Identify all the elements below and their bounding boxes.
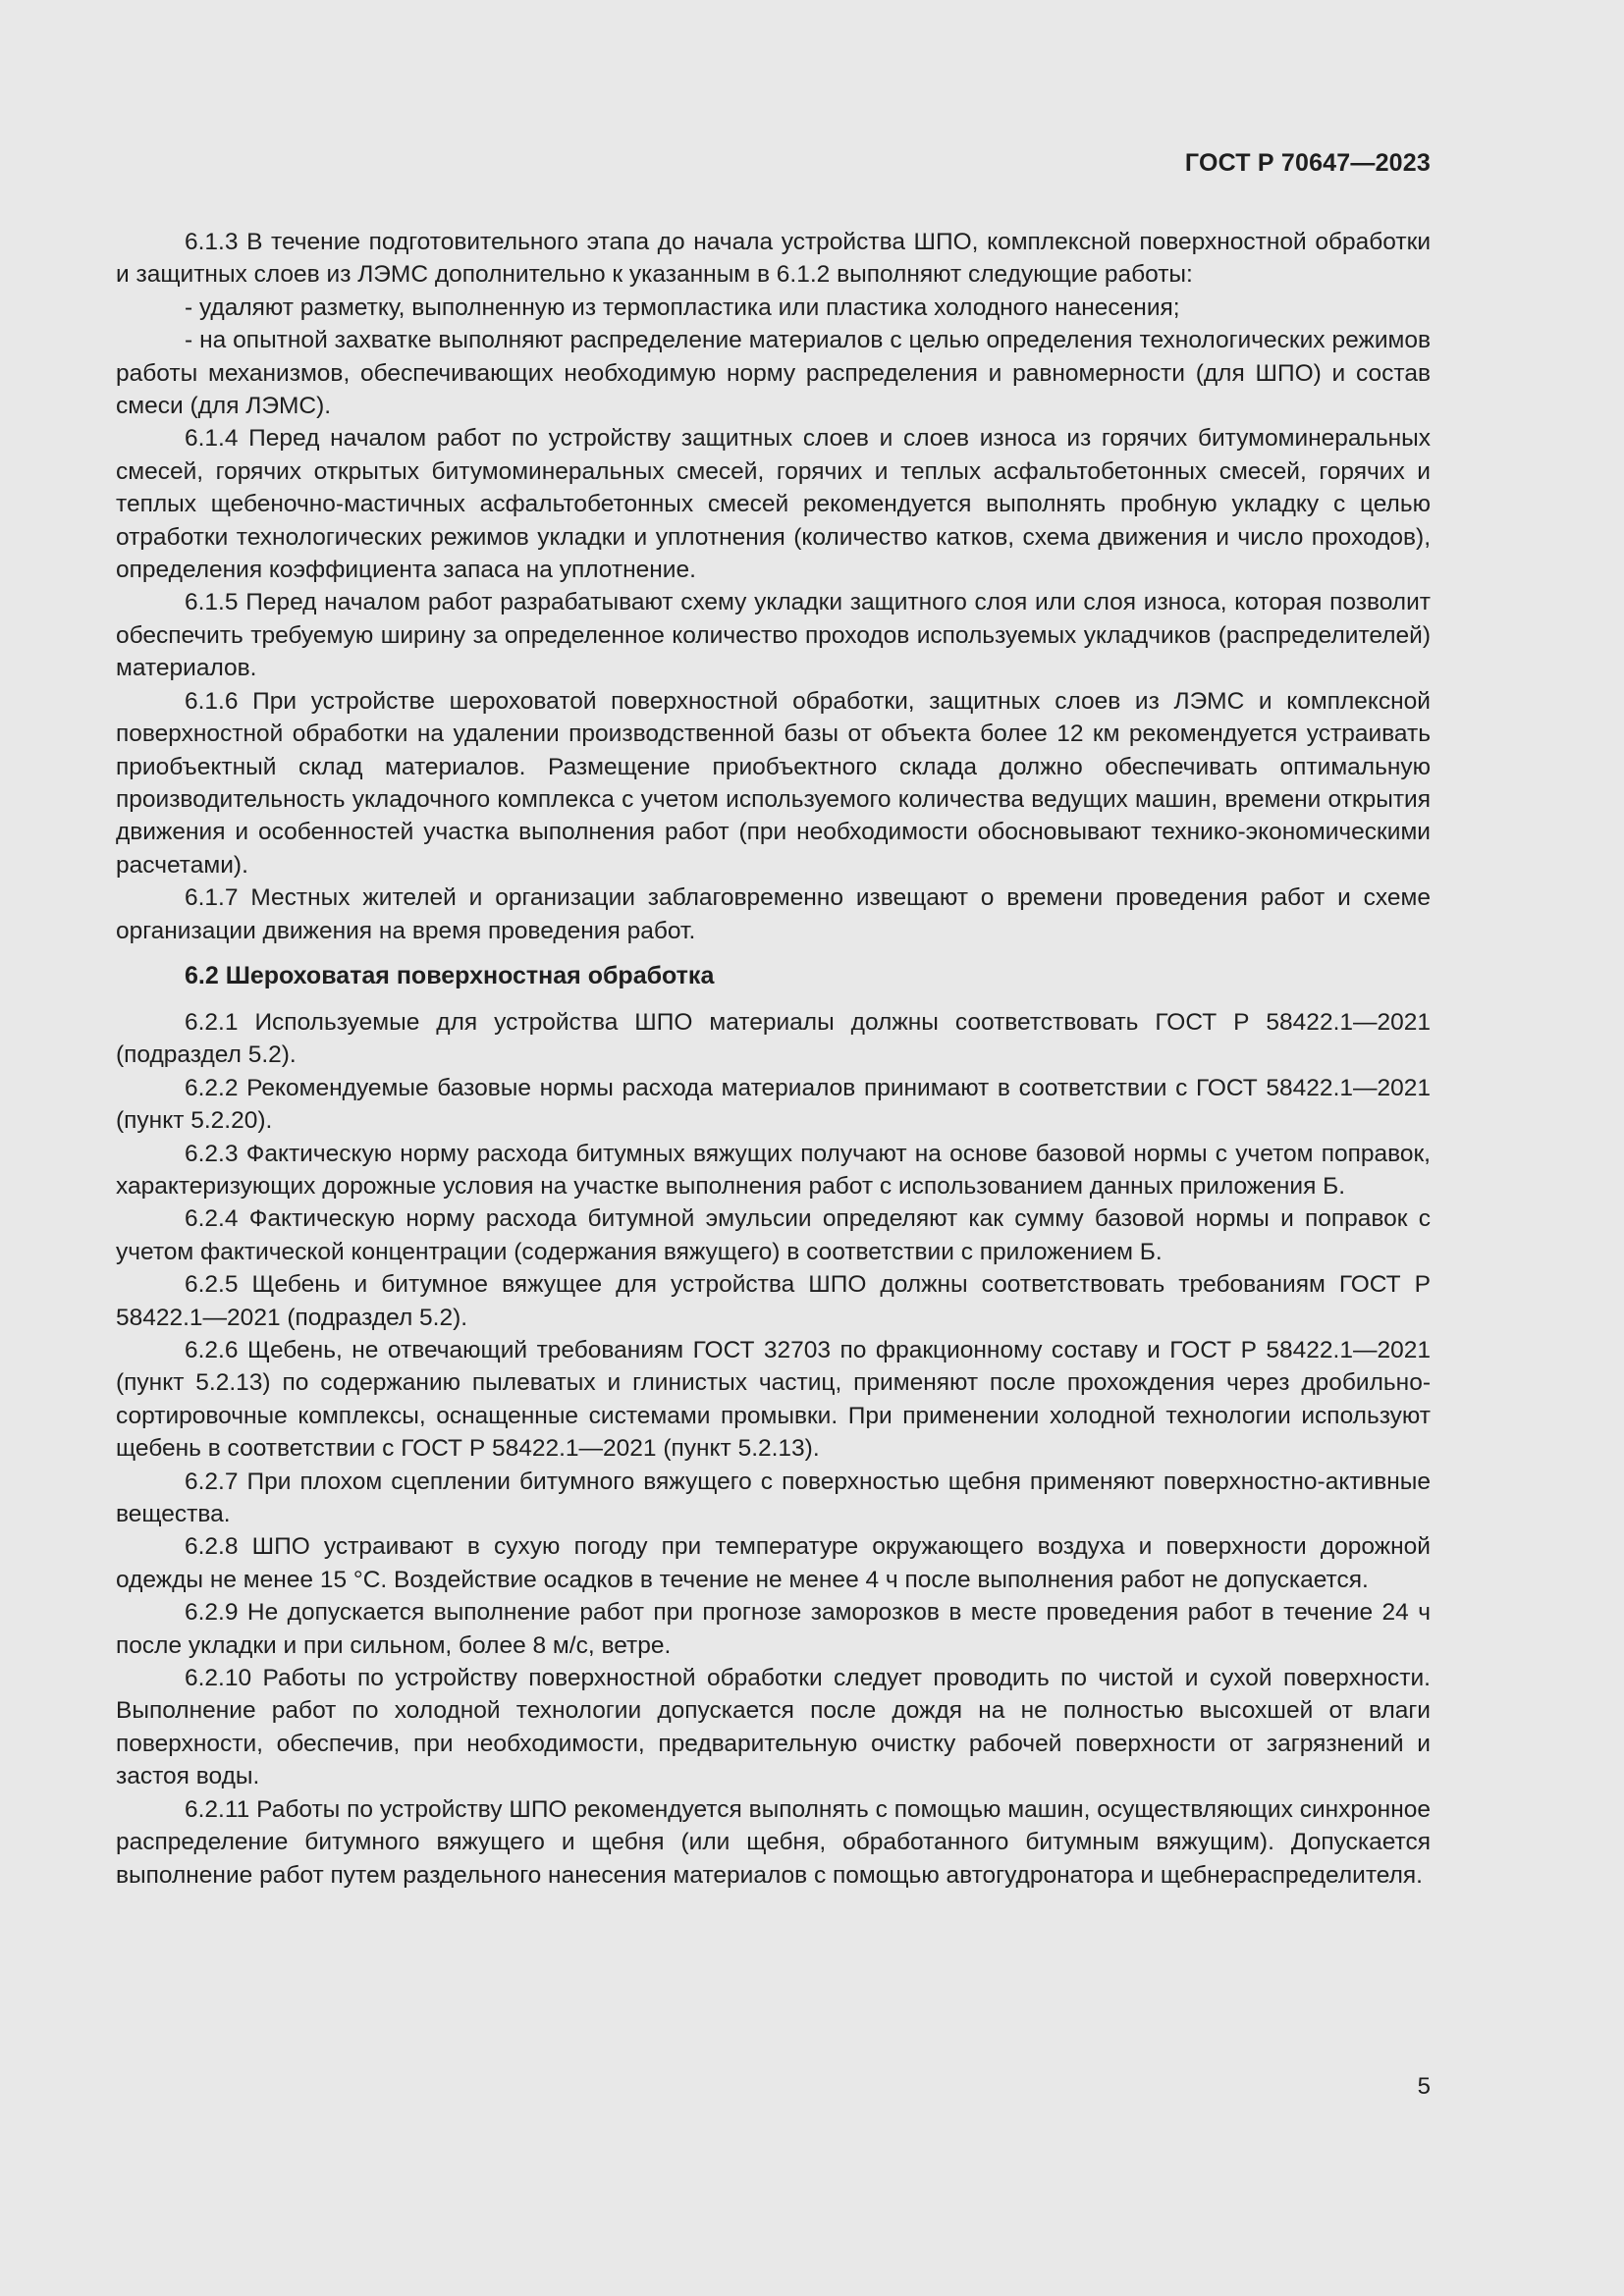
paragraph-6-1-6: 6.1.6 При устройстве шероховатой поверхностной обработки, защитных слоев из ЛЭМС и комплексной поверхностной обработки на удалении производственной базы от объекта более 12 км рекомендуется устраивать приобъектный склад материалов. Размещение приобъектного склада должно обеспечивать оптимальную производительность укладочного комплекса с учетом используемого количества ведущих машин, времени открытия движения и особенностей участка выполнения работ (при необходимости обосновывают технико-экономическими расчетами). — [116, 687, 1431, 879]
paragraph-6-2-6: 6.2.6 Щебень, не отвечающий требованиям ГОСТ 32703 по фракционному составу и ГОСТ Р 58422.1—2021 (пункт 5.2.13) по содержанию пылеватых и глинистых частиц, применяют после прохождения через дробильно-сортировочные комплексы, оснащенные системами промывки. При применении холодной технологии используют щебень в соответствии с ГОСТ Р 58422.1—2021 (пункт 5.2.13). — [116, 1337, 1431, 1463]
section-heading-6-2: 6.2 Шероховатая поверхностная обработка — [185, 961, 715, 989]
paragraph-6-2-1: 6.2.1 Используемые для устройства ШПО материалы должны соответствовать ГОСТ Р 58422.1—2021 (подраздел 5.2). — [116, 1008, 1431, 1069]
paragraph-6-2-3: 6.2.3 Фактическую норму расхода битумных вяжущих получают на основе базовой нормы с учетом поправок, характеризующих дорожные условия на участке выполнения работ с использованием данных приложения Б. — [116, 1140, 1431, 1200]
paragraph-6-1-5: 6.1.5 Перед началом работ разрабатывают схему укладки защитного слоя или слоя износа, которая позволит обеспечить требуемую ширину за определенное количество проходов используемых укладчиков (распределителей) материалов. — [116, 589, 1431, 682]
list-item-remove-marking: - удаляют разметку, выполненную из термопластика или пластика холодного нанесения; — [185, 294, 1180, 321]
paragraph-6-1-3: 6.1.3 В течение подготовительного этапа до начала устройства ШПО, комплексной поверхностной обработки и защитных слоев из ЛЭМС дополнительно к указанным в 6.1.2 выполняют следующие работы: — [116, 229, 1431, 289]
paragraph-6-2-11: 6.2.11 Работы по устройству ШПО рекомендуется выполнять с помощью машин, осуществляющих синхронное распределение битумного вяжущего и щебня (или щебня, обработанного битумным вяжущим). Допускается выполнение работ путем раздельного нанесения материалов с помощью автогудронатора и щебнераспределителя. — [116, 1795, 1431, 1889]
paragraph-6-2-9: 6.2.9 Не допускается выполнение работ при прогнозе заморозков в месте проведения работ в течение 24 ч после укладки и при сильном, более 8 м/с, ветре. — [116, 1599, 1431, 1659]
paragraph-6-2-7: 6.2.7 При плохом сцеплении битумного вяжущего с поверхностью щебня применяют поверхностно-активные вещества. — [116, 1468, 1431, 1528]
paragraph-6-2-5: 6.2.5 Щебень и битумное вяжущее для устройства ШПО должны соответствовать требованиям ГОСТ Р 58422.1—2021 (подраздел 5.2). — [116, 1271, 1431, 1331]
paragraph-6-2-2: 6.2.2 Рекомендуемые базовые нормы расхода материалов принимают в соответствии с ГОСТ 58422.1—2021 (пункт 5.2.20). — [116, 1074, 1431, 1135]
paragraph-6-2-8: 6.2.8 ШПО устраивают в сухую погоду при температуре окружающего воздуха и поверхности дорожной одежды не менее 15 °С. Воздействие осадков в течение не менее 4 ч после выполнения работ не допускается. — [116, 1533, 1431, 1593]
list-item-test-section: - на опытной захватке выполняют распределение материалов с целью определения технологических режимов работы механизмов, обеспечивающих необходимую норму распределения и равномерности (для ШПО) и состав смеси (для ЛЭМС). — [116, 327, 1431, 420]
paragraph-6-1-4: 6.1.4 Перед началом работ по устройству защитных слоев и слоев износа из горячих битумоминеральных смесей, горячих открытых битумоминеральных смесей, горячих и теплых асфальтобетонных смесей, горячих и теплых щебеночно-мастичных асфальтобетонных смесей рекомендуется выполнять пробную укладку с целью отработки технологических режимов укладки и уплотнения (количество катков, схема движения и число проходов), определения коэффициента запаса на уплотнение. — [116, 425, 1431, 584]
document-body — [116, 226, 1431, 1892]
page-number: 5 — [1417, 2073, 1431, 2100]
paragraph-6-1-7: 6.1.7 Местных жителей и организации заблаговременно извещают о времени проведения работ и схеме организации движения на время проведения работ. — [116, 884, 1431, 944]
paragraph-6-2-4: 6.2.4 Фактическую норму расхода битумной эмульсии определяют как сумму базовой нормы и поправок с учетом фактической концентрации (содержания вяжущего) в соответствии с приложением Б. — [116, 1205, 1431, 1265]
document-header: ГОСТ Р 70647—2023 — [1184, 149, 1431, 177]
paragraph-6-2-10: 6.2.10 Работы по устройству поверхностной обработки следует проводить по чистой и сухой поверхности. Выполнение работ по холодной технологии допускается после дождя на не полностью высохшей от влаги поверхности, обеспечив, при необходимости, предварительную очистку рабочей поверхности от загрязнений и застоя воды. — [116, 1665, 1431, 1790]
